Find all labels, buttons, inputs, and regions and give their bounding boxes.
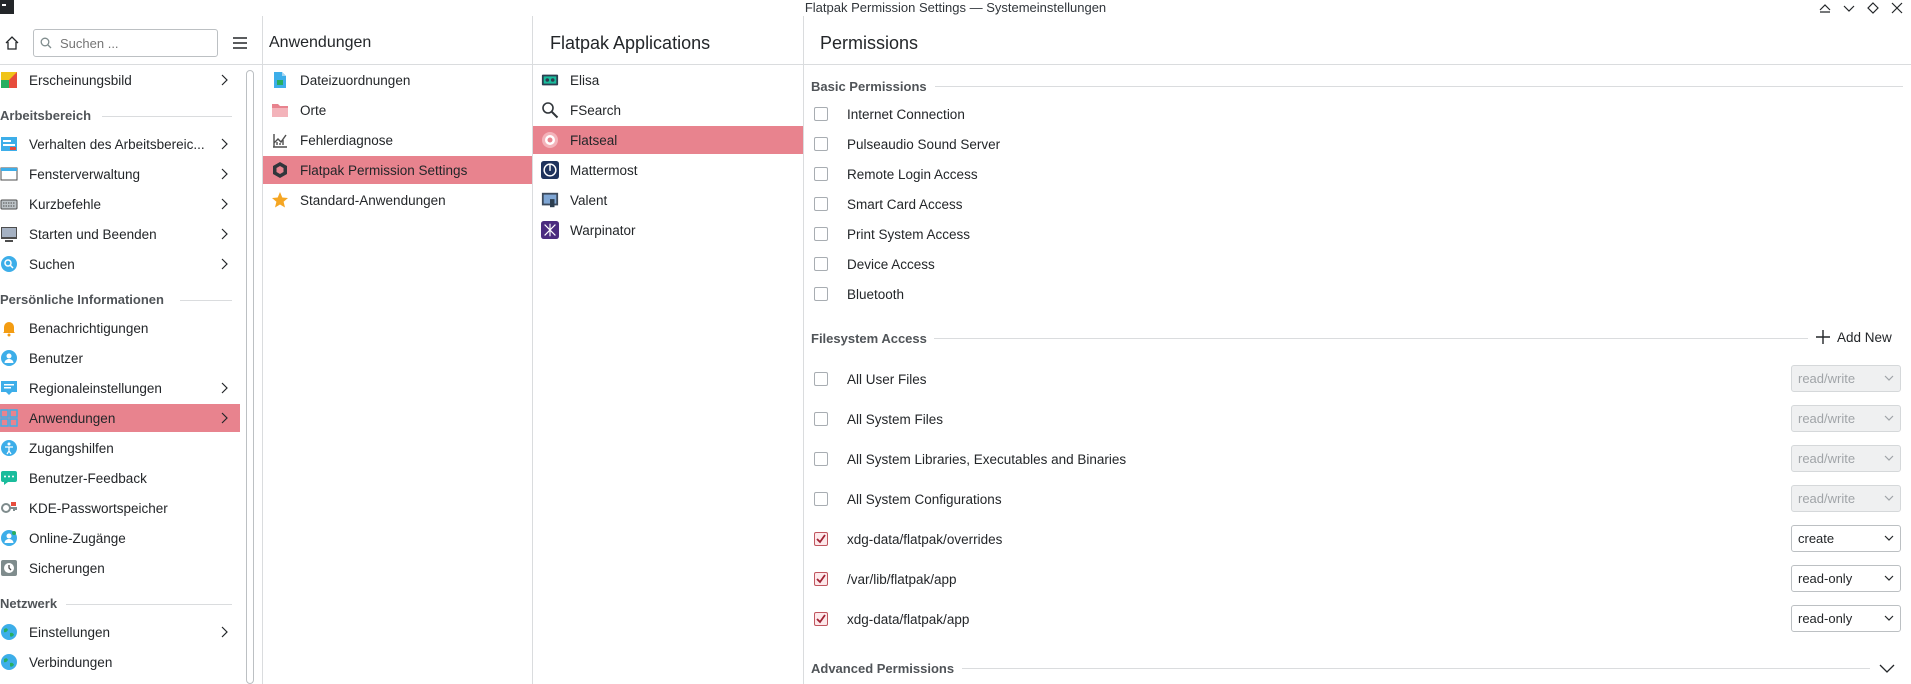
sidebar-item-label: Verbindungen	[29, 654, 113, 670]
remote-login-label: Remote Login Access	[847, 167, 978, 182]
chevron-right-icon	[220, 74, 228, 86]
device-access-label: Device Access	[847, 257, 935, 272]
apps-item-label: Flatpak Permission Settings	[300, 162, 468, 178]
sidebar-item-label: Zugangshilfen	[29, 440, 114, 456]
flatpak-item-label: Mattermost	[570, 162, 638, 178]
fs-mode-select[interactable]	[1791, 405, 1901, 432]
sidebar-item-label: Anwendungen	[29, 410, 116, 426]
sidebar-item-kde-wallet[interactable]	[0, 494, 240, 522]
chevron-down-icon	[1884, 415, 1894, 422]
sidebar-item-label: Regionaleinstellungen	[29, 380, 162, 396]
flatpak-item-label: Flatseal	[570, 132, 618, 148]
startup-icon	[0, 225, 18, 243]
fs-mode-value: read/write	[1798, 371, 1856, 386]
sidebar-item-label: Verhalten des Arbeitsbereic...	[29, 136, 205, 152]
category-workspace: Arbeitsbereich	[0, 108, 92, 123]
home-icon[interactable]	[4, 35, 20, 51]
maximize-icon[interactable]	[1865, 0, 1881, 16]
apps-item-label: Dateizuordnungen	[300, 72, 411, 88]
checkmark-icon	[815, 613, 827, 625]
permissions-title: Permissions	[820, 33, 919, 53]
category-divider	[102, 116, 232, 117]
apps-panel-title: Anwendungen	[269, 34, 372, 51]
fs-mode-select[interactable]	[1791, 565, 1901, 592]
minimize-icon[interactable]	[1841, 0, 1857, 16]
keep-above-icon[interactable]	[1817, 0, 1833, 16]
fs-var-lib-checkbox[interactable]	[814, 572, 828, 586]
fs-system-libraries-checkbox[interactable]	[814, 452, 828, 466]
sidebar-item-label: Online-Zugänge	[29, 530, 126, 546]
fs-all-user-files-checkbox[interactable]	[814, 372, 828, 386]
sidebar-item-label: Erscheinungsbild	[29, 72, 132, 88]
sidebar-item-regional[interactable]	[0, 374, 240, 402]
sidebar-item-label: Benutzer-Feedback	[29, 470, 147, 486]
sidebar-item-label: Starten und Beenden	[29, 226, 157, 242]
fs-xdg-app-checkbox[interactable]	[814, 612, 828, 626]
header-divider	[0, 64, 1911, 65]
flatpak-item-valent[interactable]	[533, 186, 803, 214]
search-icon	[40, 37, 52, 49]
sidebar-item-label: Kurzbefehle	[29, 196, 102, 212]
flatpak-item-label: Valent	[570, 192, 608, 208]
fs-row-label: All System Configurations	[847, 492, 1002, 507]
fs-mode-value: read/write	[1798, 451, 1856, 466]
sidebar-item-label: Suchen	[29, 256, 75, 272]
online-accounts-icon	[0, 529, 18, 547]
sidebar-item-feedback[interactable]	[0, 464, 240, 492]
apps-item-label: Fehlerdiagnose	[300, 132, 394, 148]
fs-mode-value: read-only	[1798, 571, 1853, 586]
divider	[803, 16, 804, 684]
fs-row-label: All User Files	[847, 372, 927, 387]
fs-row-label: All System Files	[847, 412, 944, 427]
fs-mode-select[interactable]	[1791, 485, 1901, 512]
basic-permissions-title: Basic Permissions	[811, 79, 927, 94]
sidebar-item-accessibility[interactable]	[0, 434, 240, 462]
chevron-right-icon	[220, 138, 228, 150]
chevron-right-icon	[220, 198, 228, 210]
sidebar-item-label: Benachrichtigungen	[29, 320, 149, 336]
accessibility-icon	[0, 439, 18, 457]
fs-overrides-checkbox[interactable]	[814, 532, 828, 546]
flatpak-item-mattermost[interactable]	[533, 156, 803, 184]
apps-item-file-associations[interactable]	[263, 66, 532, 94]
chevron-right-icon	[220, 412, 228, 424]
section-divider	[934, 338, 1808, 339]
bell-icon	[0, 319, 18, 337]
device-access-checkbox[interactable]	[814, 257, 828, 271]
window-title: Flatpak Permission Settings — Systemeinstellungen	[804, 0, 1107, 15]
category-personal: Persönliche Informationen	[0, 292, 164, 307]
fs-mode-value: read/write	[1798, 411, 1856, 426]
fs-mode-select[interactable]	[1791, 365, 1901, 392]
bluetooth-label: Bluetooth	[847, 287, 905, 302]
fs-mode-select[interactable]	[1791, 445, 1901, 472]
flatpak-panel-title: Flatpak Applications	[550, 33, 711, 53]
filesystem-access-title: Filesystem Access	[811, 331, 927, 346]
fs-mode-value: create	[1798, 531, 1835, 546]
print-system-label: Print System Access	[847, 227, 971, 242]
fs-row-label: xdg-data/flatpak/overrides	[847, 532, 1003, 547]
window-management-icon	[0, 165, 18, 183]
connections-icon	[0, 653, 18, 671]
fs-system-config-checkbox[interactable]	[814, 492, 828, 506]
chevron-down-icon	[1884, 615, 1894, 622]
flatpak-icon	[271, 161, 289, 179]
chevron-down-icon	[1884, 575, 1894, 582]
apps-item-places[interactable]	[263, 96, 532, 124]
pulseaudio-label: Pulseaudio Sound Server	[847, 137, 1001, 152]
sidebar-item-applications[interactable]	[0, 404, 240, 432]
close-icon[interactable]	[1889, 0, 1905, 16]
checkmark-icon	[815, 573, 827, 585]
search-field[interactable]	[33, 29, 218, 57]
fs-row-label: All System Libraries, Executables and Binaries	[847, 452, 1127, 467]
flatseal-icon	[541, 131, 559, 149]
chevron-right-icon	[220, 168, 228, 180]
plus-icon	[1815, 329, 1831, 345]
smart-card-checkbox[interactable]	[814, 197, 828, 211]
wallet-icon	[0, 499, 18, 517]
workspace-behavior-icon	[0, 135, 18, 153]
fs-row-label: xdg-data/flatpak/app	[847, 612, 970, 627]
fs-mode-select[interactable]	[1791, 525, 1901, 552]
sidebar-item-backups[interactable]	[0, 554, 240, 582]
fs-row-label: /var/lib/flatpak/app	[847, 572, 957, 587]
sidebar-item-label: Fensterverwaltung	[29, 166, 141, 182]
flatpak-item-elisa[interactable]	[533, 66, 803, 94]
smart-card-label: Smart Card Access	[847, 197, 963, 212]
sidebar-item-notifications[interactable]	[0, 314, 240, 342]
network-globe-icon	[0, 623, 18, 641]
chevron-down-icon	[1884, 375, 1894, 382]
sidebar-item-search[interactable]	[0, 250, 240, 278]
chevron-down-icon	[1884, 495, 1894, 502]
remote-login-checkbox[interactable]	[814, 167, 828, 181]
sidebar-item-shortcuts[interactable]	[0, 190, 240, 218]
sidebar-item-startup-shutdown[interactable]	[0, 220, 240, 248]
chevron-right-icon	[220, 382, 228, 394]
apps-item-default-applications[interactable]	[263, 186, 532, 214]
sidebar-item-label: Einstellungen	[29, 624, 111, 640]
section-divider	[962, 668, 1870, 669]
fs-mode-select[interactable]	[1791, 605, 1901, 632]
fs-mode-value: read-only	[1798, 611, 1853, 626]
apps-item-label: Standard-Anwendungen	[300, 192, 446, 208]
magnifier-icon	[541, 101, 559, 119]
chevron-right-icon	[220, 258, 228, 270]
category-network: Netzwerk	[0, 596, 58, 611]
category-divider	[180, 300, 232, 301]
expand-chevron-icon[interactable]	[1879, 664, 1895, 674]
fs-all-system-files-checkbox[interactable]	[814, 412, 828, 426]
add-new-button[interactable]	[1815, 329, 1892, 345]
applications-icon	[0, 409, 18, 427]
appearance-icon	[0, 71, 18, 89]
flatpak-item-label: FSearch	[570, 102, 622, 118]
flatpak-item-warpinator[interactable]	[533, 216, 803, 244]
chevron-down-icon	[1884, 455, 1894, 462]
advanced-permissions-title: Advanced Permissions	[811, 661, 955, 676]
keyboard-icon	[0, 195, 18, 213]
backup-icon	[0, 559, 18, 577]
print-system-checkbox[interactable]	[814, 227, 828, 241]
flatpak-item-flatseal[interactable]	[533, 126, 803, 154]
sidebar-item-label: Benutzer	[29, 350, 84, 366]
apps-item-flatpak-permissions[interactable]	[263, 156, 532, 184]
sidebar-item-label: KDE-Passwortspeicher	[29, 500, 168, 516]
title-bar	[0, 0, 1911, 16]
apps-item-label: Orte	[300, 102, 327, 118]
sidebar-item-online-accounts[interactable]	[0, 524, 240, 552]
chevron-down-icon	[1884, 535, 1894, 542]
sidebar-scrollbar[interactable]	[246, 70, 254, 684]
folder-icon	[271, 101, 289, 119]
mattermost-icon	[541, 161, 559, 179]
search-settings-icon	[0, 255, 18, 273]
search-input[interactable]	[58, 35, 202, 52]
category-divider	[66, 604, 232, 605]
sidebar-item-network-settings[interactable]	[0, 618, 240, 646]
star-icon	[271, 191, 289, 209]
flatpak-item-label: Warpinator	[570, 222, 636, 238]
section-divider	[935, 86, 1903, 87]
warpinator-icon	[541, 221, 559, 239]
chevron-right-icon	[220, 626, 228, 638]
apps-item-crash-handler[interactable]	[263, 126, 532, 154]
flatpak-item-label: Elisa	[570, 72, 600, 88]
sidebar-item-window-management[interactable]	[0, 160, 240, 188]
file-associations-icon	[271, 71, 289, 89]
feedback-icon	[0, 469, 18, 487]
chevron-right-icon	[220, 228, 228, 240]
sidebar-item-users[interactable]	[0, 344, 240, 372]
elisa-icon	[541, 71, 559, 89]
internet-checkbox[interactable]	[814, 107, 828, 121]
valent-icon	[541, 191, 559, 209]
checkmark-icon	[815, 533, 827, 545]
sidebar-item-workspace-behavior[interactable]	[0, 130, 240, 158]
sidebar-item-label: Sicherungen	[29, 560, 105, 576]
pulseaudio-checkbox[interactable]	[814, 137, 828, 151]
flatpak-item-fsearch[interactable]	[533, 96, 803, 124]
user-icon	[0, 349, 18, 367]
bluetooth-checkbox[interactable]	[814, 287, 828, 301]
hamburger-menu-icon[interactable]	[232, 36, 248, 50]
add-new-label: Add New	[1837, 329, 1892, 345]
internet-label: Internet Connection	[847, 107, 965, 122]
fs-mode-value: read/write	[1798, 491, 1856, 506]
diagnostics-icon	[271, 131, 289, 149]
sidebar-item-connections[interactable]	[0, 648, 240, 676]
regional-icon	[0, 379, 18, 397]
sidebar-item-erscheinungsbild[interactable]	[0, 66, 240, 94]
